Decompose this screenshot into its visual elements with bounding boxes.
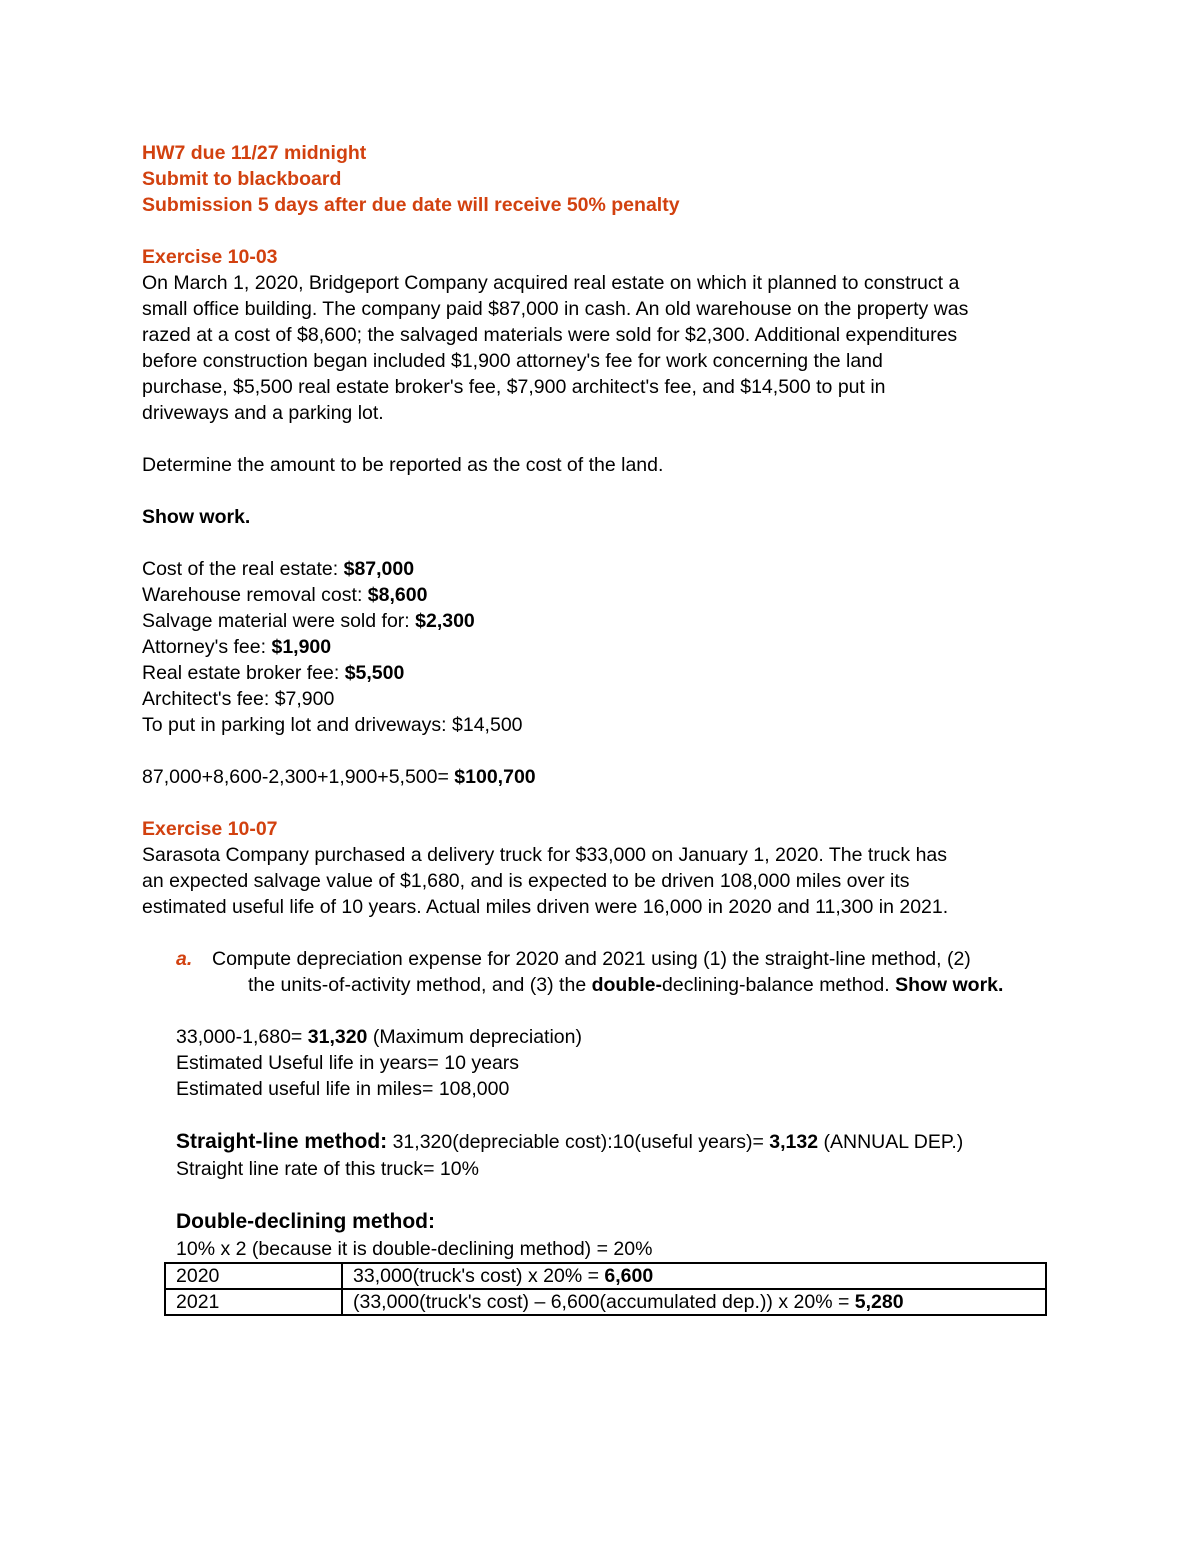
- document-page: [142, 140, 1062, 1318]
- cost-item: Architect's fee: $7,900: [142, 688, 335, 710]
- table-cell-calc: (33,000(truck's cost) – 6,600(accumulated dep.)) x 20% = 5,280: [342, 1289, 1046, 1315]
- cost-item: Warehouse removal cost: $8,600: [142, 584, 428, 606]
- cost-item: Cost of the real estate: $87,000: [142, 558, 415, 580]
- exercise-1-text: before construction began included $1,900 attorney's fee for work concerning the land: [142, 350, 883, 372]
- exercise-2-text: Sarasota Company purchased a delivery truck for $33,000 on January 1, 2020. The truck has: [142, 844, 948, 866]
- exercise-2-text: an expected salvage value of $1,680, and is expected to be driven 108,000 miles over its: [142, 870, 910, 892]
- useful-life-years: Estimated Useful life in years= 10 years: [176, 1052, 520, 1074]
- ddb-rate-note: 10% x 2 (because it is double-declining method) = 20%: [176, 1238, 653, 1260]
- useful-life-miles: Estimated useful life in miles= 108,000: [176, 1078, 510, 1100]
- part-a-marker: a.: [176, 948, 193, 970]
- table-cell-calc: 33,000(truck's cost) x 20% = 6,600: [342, 1263, 1046, 1289]
- cost-item: Attorney's fee: $1,900: [142, 636, 332, 658]
- exercise-1-text: driveways and a parking lot.: [142, 402, 384, 424]
- exercise-2-text: estimated useful life of 10 years. Actual miles driven were 16,000 in 2020 and 11,300 in 2021.: [142, 896, 949, 918]
- table-cell-year: 2020: [165, 1263, 342, 1289]
- table-cell-year: 2021: [165, 1289, 342, 1315]
- cost-item: To put in parking lot and driveways: $14,500: [142, 714, 523, 736]
- straight-line-calc: Straight-line method: 31,320(depreciable cost):10(useful years)= 3,132 (ANNUAL DEP.): [176, 1130, 964, 1153]
- straight-line-title: Straight-line method:: [176, 1130, 388, 1153]
- header-submit: Submit to blackboard: [142, 168, 342, 190]
- cost-item: Real estate broker fee: $5,500: [142, 662, 405, 684]
- land-cost-calculation: 87,000+8,600-2,300+1,900+5,500= $100,700: [142, 766, 536, 788]
- exercise-1-text: small office building. The company paid $87,000 in cash. An old warehouse on the property was: [142, 298, 969, 320]
- straight-line-rate: Straight line rate of this truck= 10%: [176, 1158, 479, 1180]
- exercise-2-title: Exercise 10-07: [142, 818, 278, 840]
- header-penalty: Submission 5 days after due date will receive 50% penalty: [142, 194, 680, 216]
- exercise-1-text: On March 1, 2020, Bridgeport Company acquired real estate on which it planned to construct a: [142, 272, 960, 294]
- part-a-instruction: a. Compute depreciation expense for 2020 and 2021 using (1) the straight-line method, (2): [176, 948, 971, 970]
- header-due: HW7 due 11/27 midnight: [142, 142, 367, 164]
- exercise-1-text: razed at a cost of $8,600; the salvaged materials were sold for $2,300. Additional expenditures: [142, 324, 958, 346]
- ddb-table: [164, 1262, 1047, 1316]
- table-row: [165, 1289, 1046, 1315]
- part-a-instruction: the units-of-activity method, and (3) the double-declining-balance method. Show work.: [248, 974, 1004, 996]
- exercise-1-title: Exercise 10-03: [142, 246, 278, 268]
- cost-item: Salvage material were sold for: $2,300: [142, 610, 475, 632]
- table-row: [165, 1263, 1046, 1289]
- show-work-label: Show work.: [142, 506, 251, 528]
- exercise-1-text: purchase, $5,500 real estate broker's fee, $7,900 architect's fee, and $14,500 to put in: [142, 376, 886, 398]
- exercise-1-question: Determine the amount to be reported as the cost of the land.: [142, 454, 664, 476]
- ddb-title: Double-declining method:: [176, 1210, 435, 1233]
- depreciable-cost-calc: 33,000-1,680= 31,320 (Maximum depreciation): [176, 1026, 582, 1048]
